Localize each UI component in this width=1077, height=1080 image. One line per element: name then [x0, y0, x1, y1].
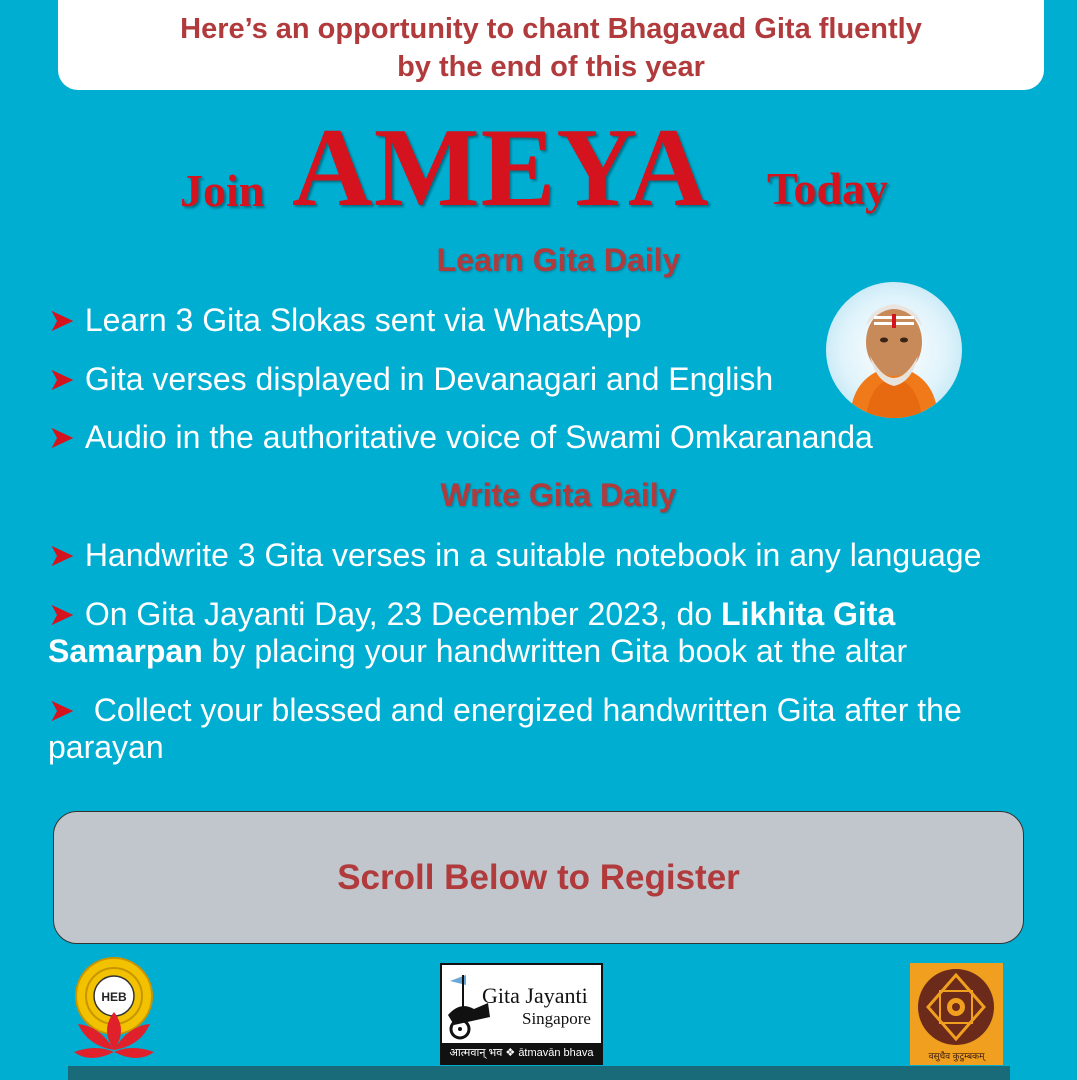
arrow-icon: ➤ [48, 692, 75, 728]
vasudhaiva-caption: वसुधैव कुटुम्बकम् [928, 1051, 985, 1061]
write-section-heading: Write Gita Daily [440, 477, 677, 513]
heb-logo [70, 952, 158, 1067]
gita-jayanti-title: Gita Jayanti [482, 983, 588, 1008]
banner-line-1: Here’s an opportunity to chant Bhagavad Gita fluently [180, 13, 922, 45]
arrow-icon: ➤ [48, 419, 75, 455]
vasudhaiva-kutumbakam-logo-icon [910, 963, 1003, 1051]
learn-item-2 [48, 361, 773, 398]
swami-portrait-icon [826, 282, 962, 418]
hero-today-text: Today [767, 163, 889, 214]
learn-item-1 [48, 302, 642, 339]
write-item-2-emphasis: Likhita Gita Samarpan [48, 596, 896, 669]
top-banner [58, 0, 1044, 90]
vasudhaiva-kutumbakam-logo [910, 963, 1003, 1065]
bottom-bar [68, 1066, 1010, 1080]
learn-item-2-text: Gita verses displayed in Devanagari and English [84, 361, 774, 397]
gita-jayanti-subtitle: Singapore [522, 1009, 591, 1028]
arrow-icon: ➤ [48, 302, 75, 338]
hero-join-text: Join [180, 165, 265, 216]
svg-text:HEB: HEB [101, 990, 127, 1004]
hero-title [0, 106, 1077, 230]
learn-item-3 [48, 419, 873, 456]
gita-jayanti-singapore-logo [440, 963, 603, 1065]
write-item-2 [48, 596, 1038, 670]
swami-portrait [826, 282, 962, 418]
learn-section-heading: Learn Gita Daily [436, 242, 681, 278]
register-button[interactable]: Scroll Below to Register [53, 811, 1024, 944]
write-item-3-text: Collect your blessed and energized handwritten Gita after the parayan [48, 692, 962, 765]
arrow-icon: ➤ [48, 361, 75, 397]
write-item-3 [48, 692, 1038, 766]
write-item-1-text: Handwrite 3 Gita verses in a suitable notebook in any language [84, 537, 982, 573]
arrow-icon: ➤ [48, 596, 75, 632]
gita-jayanti-motto: आत्मवान् भव ❖ ātmavān bhava [442, 1043, 601, 1063]
write-item-1 [48, 537, 981, 574]
learn-item-3-text: Audio in the authoritative voice of Swami Omkarananda [84, 419, 873, 455]
arrow-icon: ➤ [48, 537, 75, 573]
learn-item-1-text: Learn 3 Gita Slokas sent via WhatsApp [84, 302, 642, 338]
hero-ameya-text: AMEYA [292, 106, 710, 230]
heb-lotus-sun-logo-icon [70, 952, 158, 1067]
banner-line-2: by the end of this year [397, 51, 705, 83]
write-item-2-text-pre: On Gita Jayanti Day, 23 December 2023, do [84, 596, 721, 632]
write-item-2-text-post: by placing your handwritten Gita book at the altar [202, 633, 908, 669]
